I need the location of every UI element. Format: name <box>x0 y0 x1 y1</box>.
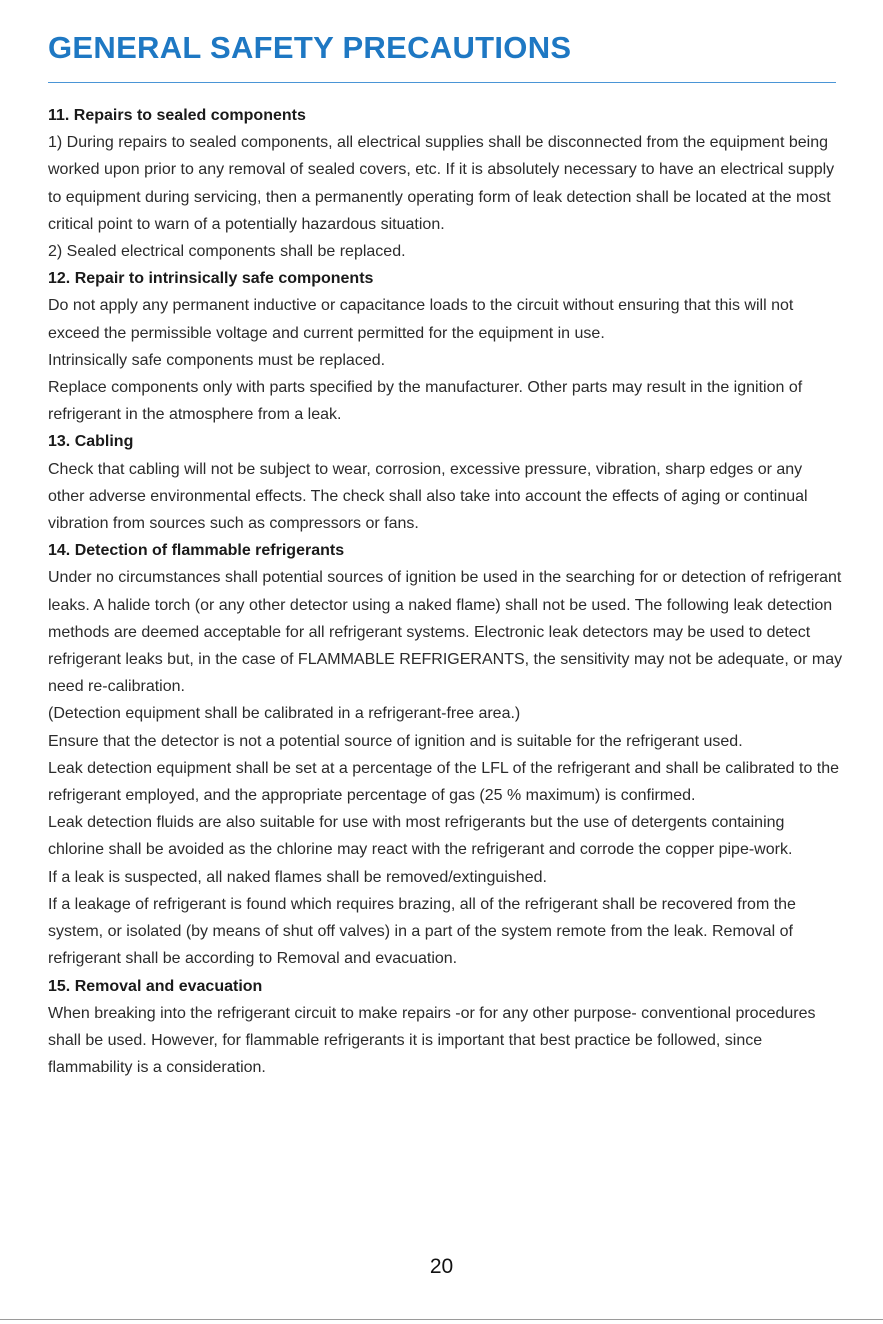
paragraph: Ensure that the detector is not a potential source of ignition and is suitable for the refrigerant used. <box>48 732 743 750</box>
paragraph: Leak detection fluids are also suitable for use with most refrigerants but the use of detergents containing chlorine shall be avoided as the chlorine may react with the refrigerant and corrode the copper pipe-work. <box>48 814 793 859</box>
page-title: GENERAL SAFETY PRECAUTIONS <box>48 30 572 65</box>
section-heading: 12. Repair to intrinsically safe components <box>48 270 374 288</box>
section-heading: 14. Detection of flammable refrigerants <box>48 542 345 560</box>
section-13 <box>48 428 843 537</box>
page-number: 20 <box>429 1255 454 1278</box>
paragraph: Under no circumstances shall potential sources of ignition be used in the searching for or detection of refrigerant leaks. A halide torch (or any other detector using a naked flame) shall not be used. The following leak detection methods are deemed acceptable for all refrigerant systems. Electronic leak detectors may be used to detect refrigerant leaks but, in the case of FLAMMABLE REFRIGERANTS, the sensitivity may not be adequate, or may need re-calibration. <box>48 569 843 696</box>
paragraph: Leak detection equipment shall be set at a percentage of the LFL of the refrigerant and shall be calibrated to the refrigerant employed, and the appropriate percentage of gas (25 % maximum) is confirmed. <box>48 759 840 805</box>
paragraph: Replace components only with parts specified by the manufacturer. Other parts may result in the ignition of refrigerant in the atmosphere from a leak. <box>48 379 803 424</box>
section-12 <box>48 265 843 428</box>
paragraph: 2) Sealed electrical components shall be replaced. <box>48 243 406 261</box>
section-11 <box>48 102 843 265</box>
bottom-divider <box>0 1319 883 1320</box>
section-heading: 13. Cabling <box>48 433 134 451</box>
paragraph: When breaking into the refrigerant circuit to make repairs -or for any other purpose- conventional procedures shall be used. However, for flammable refrigerants it is important that best practice be followed, since flammability is a consideration. <box>48 1004 816 1077</box>
paragraph: Intrinsically safe components must be replaced. <box>48 351 386 369</box>
section-14 <box>48 537 843 972</box>
paragraph: If a leakage of refrigerant is found which requires brazing, all of the refrigerant shall be recovered from the system, or isolated (by means of shut off valves) in a part of the system remote from the leak. Removal of refrigerant shall be according to Removal and evacuation. <box>48 895 796 968</box>
section-heading: 15. Removal and evacuation <box>48 977 263 995</box>
section-15 <box>48 973 843 1082</box>
paragraph: Check that cabling will not be subject to wear, corrosion, excessive pressure, vibration, sharp edges or any other adverse environmental effects. The check shall also take into account the effects of aging or continual vibration from sources such as compressors or fans. <box>48 460 808 533</box>
title-divider <box>48 82 836 83</box>
document-body <box>48 102 843 1081</box>
paragraph: Do not apply any permanent inductive or capacitance loads to the circuit without ensuring that this will not exceed the permissible voltage and current permitted for the equipment in use. <box>48 297 794 342</box>
paragraph: (Detection equipment shall be calibrated in a refrigerant-free area.) <box>48 705 521 723</box>
paragraph: 1) During repairs to sealed components, all electrical supplies shall be disconnected from the equipment being worked upon prior to any removal of sealed covers, etc. If it is absolutely necessary to have an electrical supply to equipment during servicing, then a permanently operating form of leak detection shall be located at the most critical point to warn of a potentially hazardous situation. <box>48 134 835 233</box>
paragraph: If a leak is suspected, all naked flames shall be removed/extinguished. <box>48 868 547 886</box>
section-heading: 11. Repairs to sealed components <box>48 107 306 124</box>
